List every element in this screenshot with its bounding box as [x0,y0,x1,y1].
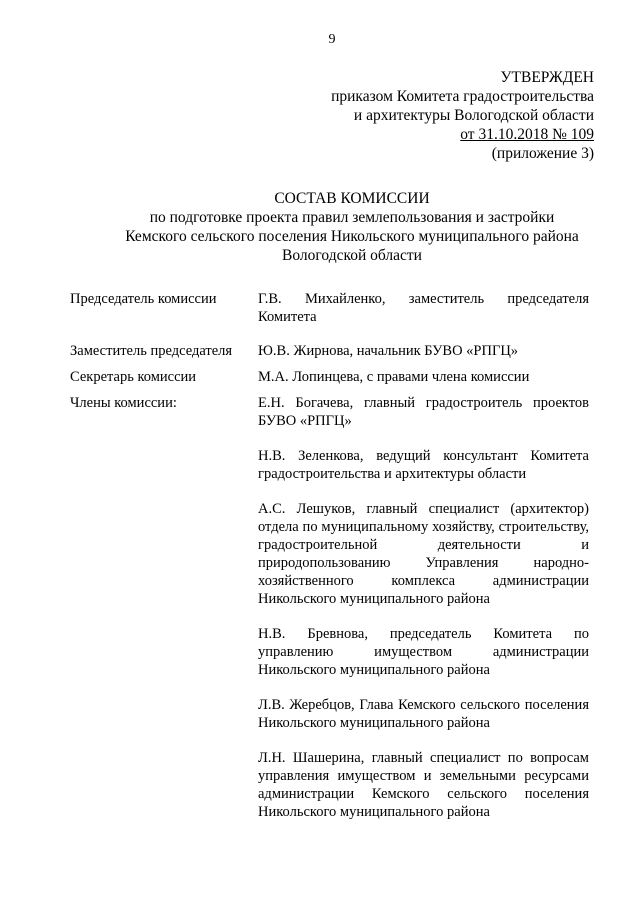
approval-stamp [331,68,594,163]
document-title [0,189,640,265]
approval-committee-line: и архитектуры Вологодской области [353,107,594,124]
deputy-row [70,342,589,368]
title-subject: по подготовке проекта правил землепользования и застройки [149,209,555,226]
approved-label: УТВЕРЖДЕН [500,69,594,86]
members-row [70,394,589,838]
secretary-person: М.А. Лопинцева, с правами члена комиссии [258,369,530,385]
members-role: Члены комиссии: [70,395,177,411]
list-item: А.С. Лешуков, главный специалист (архитектор) отдела по муниципальному хозяйству, строительству, градостроительной деятельности и природопользованию Управления народно-хозяйственного комплекса администрации Никольского муниципального района [258,501,589,607]
approval-date-number: от 31.10.2018 № 109 [460,126,594,143]
chair-role: Председатель комиссии [70,291,217,307]
secretary-role: Секретарь комиссии [70,369,197,385]
list-item: Н.В. Бревнова, председатель Комитета по управлению имуществом администрации Никольского муниципального района [258,626,589,678]
approval-appendix: (приложение 3) [491,145,594,162]
deputy-role: Заместитель председателя [70,343,233,359]
secretary-row [70,368,589,394]
list-item: Л.Н. Шашерина, главный специалист по вопросам управления имуществом и земельными ресурсами администрации Кемского сельского поселения Никольского муниципального района [258,750,589,820]
list-item: Л.В. Жеребцов, Глава Кемского сельского поселения Никольского муниципального района [258,697,589,731]
deputy-person: Ю.В. Жирнова, начальник БУВО «РПГЦ» [258,343,519,359]
title-region: Вологодской области [282,247,422,264]
title-settlement: Кемского сельского поселения Никольского муниципального района [125,228,579,245]
title-heading: СОСТАВ КОМИССИИ [274,190,430,207]
list-item: Н.В. Зеленкова, ведущий консультант Комитета градостроительства и архитектуры области [258,448,589,482]
list-item: Е.Н. Богачева, главный градостроитель проектов БУВО «РПГЦ» [258,395,589,429]
chair-person: Г.В. Михайленко, заместитель председателя Комитета [258,291,589,325]
members-list [258,394,589,838]
commission-composition [70,290,589,838]
page-number: 9 [328,32,336,47]
approval-order-line: приказом Комитета градостроительства [331,88,594,105]
chair-row [70,290,589,342]
